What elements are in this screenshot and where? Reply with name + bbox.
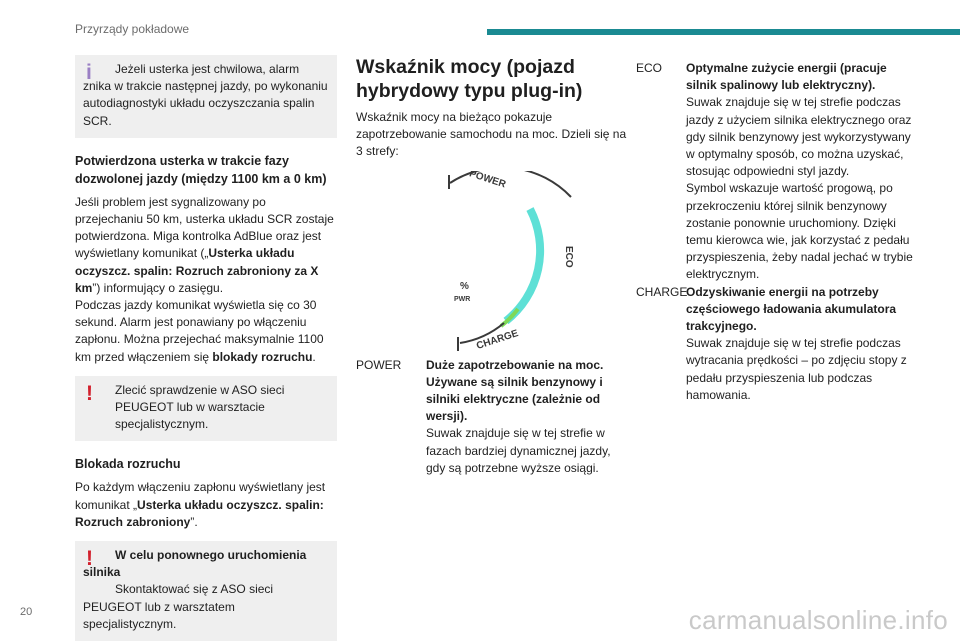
column-right xyxy=(636,60,916,404)
warning-box-2-title: W celu ponownego uruchomienia silnika xyxy=(83,548,307,580)
definition-charge-text: Suwak znajduje się w tej strefie podczas wytracania prędkości – po zdjęciu stopy z pedału przyspieszenia lub podczas hamowania. xyxy=(686,336,907,402)
warning-box-1-text: Zlecić sprawdzenie w ASO sieci PEUGEOT lub w warsztacie specjalistycznym. xyxy=(115,382,285,432)
header-title: Przyrządy pokładowe xyxy=(75,22,190,36)
definition-eco-bold: Optymalne zużycie energii (pracuje silnik spalinowy lub elektryczny). xyxy=(686,61,887,93)
paragraph-confirmed-fault-2: Podczas jazdy komunikat wyświetla się co 30 sekund. Alarm jest ponawiany po włączeniu zapłonu. Można przejechać maksymalnie 1100 km przed włączeniem się blokady rozruchu. xyxy=(75,298,324,364)
info-box xyxy=(75,55,337,138)
warning-box-1 xyxy=(75,376,337,442)
definition-term-power: POWER xyxy=(356,357,402,372)
paragraph-start-lock: Po każdym włączeniu zapłonu wyświetlany jest komunikat „Usterka układu oczyszcz. spalin: Rozruch zabroniony”. xyxy=(75,480,326,529)
column-middle xyxy=(356,55,628,477)
paragraph-confirmed-fault-1: Jeśli problem jest sygnalizowany po przejechaniu 50 km, usterka układu SCR zostaje potwierdzona. Miga kontrolka AdBlue oraz jest wyświetlany komunikat („Usterka układu oczyszcz. spalin: Rozruch zabroniony za X km”) informujący o zasięgu. xyxy=(75,194,334,295)
definition-power-text: Suwak znajduje się w tej strefie w fazach bardziej dynamicznej jazdy, gdy są potrzebne wyższe osiągi. xyxy=(426,426,611,475)
header-bar xyxy=(487,29,960,35)
gauge-label-percent: % xyxy=(460,280,469,292)
watermark: carmanualsonline.info xyxy=(688,605,948,635)
definition-term-eco: ECO xyxy=(636,61,663,75)
definition-charge xyxy=(636,284,916,404)
definition-power-bold: Duże zapotrzebowanie na moc. Używane są silnik benzynowy i silniki elektryczne (zależnie od wersji). xyxy=(426,357,604,424)
column-left xyxy=(75,55,337,641)
definition-eco-text-1: Suwak znajduje się w tej strefie podczas jazdy z użyciem silnika elektrycznego oraz gdy silnik benzynowy jest wykorzystywany w optymalny sposób, co można uzyskać, stosując odpowiedni styl jazdy. xyxy=(686,95,912,179)
power-gauge-graphic xyxy=(446,171,576,351)
warning-box-2-text: Skontaktować się z ASO sieci PEUGEOT lub z warsztatem specjalistycznym. xyxy=(83,582,274,631)
gauge-label-power: POWER xyxy=(467,170,508,191)
definition-eco-text-2: Symbol wskazuje wartość progową, po przekroczeniu której silnik benzynowy zostanie ponownie uruchomiony. Dzięki temu kierowca wie, jak korzystać z pedału przyspieszenia, żeby nadal jechać w trybie elektrycznym. xyxy=(686,181,913,282)
section-heading-start-lock: Blokada rozruchu xyxy=(75,457,181,472)
page-title: Wskaźnik mocy (pojazd hybrydowy typu plug-in) xyxy=(356,56,583,102)
gauge-label-pwr: PWR xyxy=(454,295,471,303)
section-heading-confirmed-fault: Potwierdzona usterka w trakcie fazy dozwolonej jazdy (między 1100 km a 0 km) xyxy=(75,153,327,186)
power-gauge xyxy=(446,171,576,351)
gauge-label-charge: CHARGE xyxy=(475,327,520,351)
definition-charge-bold: Odzyskiwanie energii na potrzeby częściowego ładowania akumulatora trakcyjnego. xyxy=(686,284,897,334)
warning-icon: ! xyxy=(86,547,93,571)
warning-box-2 xyxy=(75,541,337,641)
intro-paragraph: Wskaźnik mocy na bieżąco pokazuje zapotrzebowanie samochodu na moc. Dzieli się na 3 strefy: xyxy=(356,110,627,159)
info-icon: i xyxy=(86,61,92,84)
page-number: 20 xyxy=(20,606,33,618)
warning-icon: ! xyxy=(86,381,93,405)
definition-term-charge: CHARGE xyxy=(636,284,688,299)
definition-power xyxy=(356,357,628,477)
gauge-label-eco: ECO xyxy=(563,245,574,268)
info-box-text: Jeżeli usterka jest chwilowa, alarm znika w trakcie następnej jazdy, po wykonaniu autodiagnostyki układu oczyszczania spalin SCR. xyxy=(83,62,328,128)
gauge-arc-eco xyxy=(506,209,540,321)
definition-eco xyxy=(636,60,916,284)
